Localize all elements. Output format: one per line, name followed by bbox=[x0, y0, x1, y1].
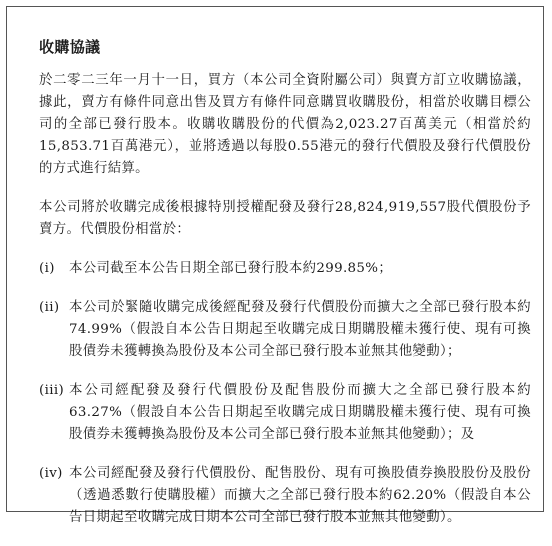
list-item bbox=[39, 463, 531, 529]
paragraph-acquisition-agreement: 於二零二三年一月十一日，買方（本公司全資附屬公司）與賣方訂立收購協議，據此，賣方有條件同意出售及買方有條件同意購買收購股份，相當於收購目標公司的全部已發行股本。收購收購股份的代價為2,023.27百萬美元（相當於約15,853.71百萬港元），並將透過以每股0.55港元的發行代價股及發行代價股份的方式進行結算。 bbox=[39, 73, 531, 176]
list-item-text: 本公司經配發及發行代價股份、配售股份、現有可換股債券換股股份及股份（透過悉數行使購股權）而擴大之全部已發行股本約62.20%（假設自本公告日期起至收購完成日期本公司全部已發行股本並無其他變動）。 bbox=[69, 466, 531, 525]
document-frame bbox=[6, 6, 544, 525]
section-heading: 收購協議 bbox=[39, 38, 101, 56]
list-item-marker: (i) bbox=[39, 261, 55, 276]
list-item bbox=[39, 258, 531, 280]
list-item-marker: (iv) bbox=[39, 466, 63, 481]
list-item-text: 本公司於緊隨收購完成後經配發及發行代價股份而擴大之全部已發行股本約74.99%（假設自本公告日期起至收購完成日期購股權未獲行使、現有可換股債券未獲轉換為股份及本公司全部已發行股本並無其他變動）； bbox=[69, 300, 531, 359]
list-item-marker: (ii) bbox=[39, 300, 60, 315]
list-item bbox=[39, 297, 531, 363]
list-item bbox=[39, 380, 531, 446]
list-item-marker: (iii) bbox=[39, 383, 65, 398]
paragraph-consideration-shares: 本公司將於收購完成後根據特別授權配發及發行28,824,919,557股代價股份予賣方。代價股份相當於： bbox=[39, 200, 531, 237]
list-item-text: 本公司經配發及發行代價股份及配售股份而擴大之全部已發行股本約63.27%（假設自本公告日期起至收購完成日期購股權未獲行使、現有可換股債券未獲轉換為股份及本公司全部已發行股本並無其他變動）；及 bbox=[69, 383, 531, 442]
document-body bbox=[39, 37, 531, 546]
list-item-text: 本公司截至本公告日期全部已發行股本約299.85%； bbox=[69, 261, 393, 276]
